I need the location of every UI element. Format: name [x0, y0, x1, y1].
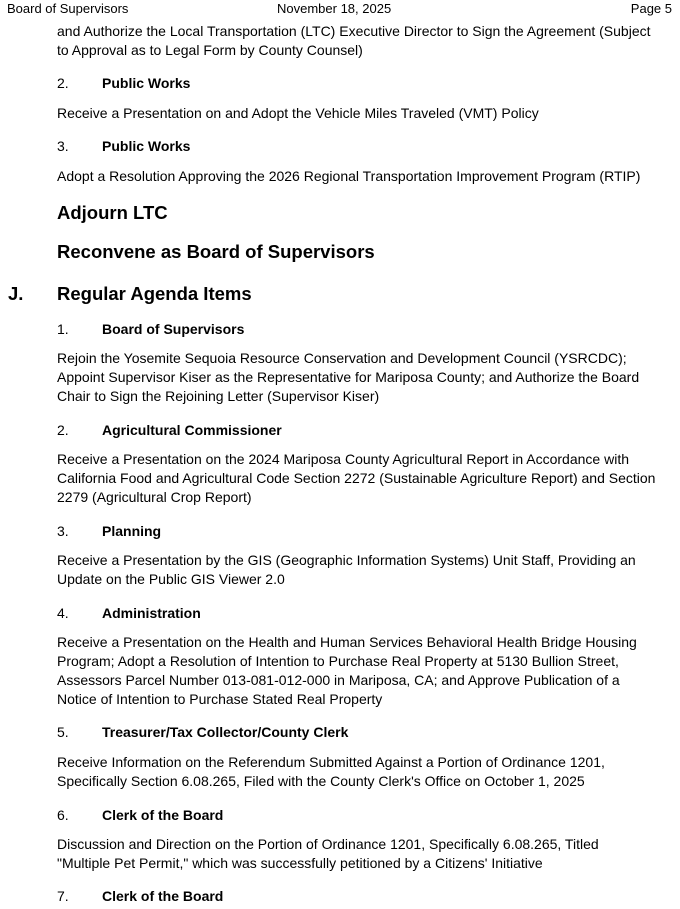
item-description: "Multiple Pet Permit," which was successfully petitioned by a Citizens' Initiative — [57, 855, 543, 871]
section-letter: J. — [8, 283, 24, 304]
item-department: Treasurer/Tax Collector/County Clerk — [102, 724, 349, 740]
item-description: 2279 (Agricultural Crop Report) — [57, 489, 252, 505]
item-description: Appoint Supervisor Kiser as the Representative for Mariposa County; and Authorize the Board — [57, 369, 640, 385]
item-description: Receive Information on the Referendum Submitted Against a Portion of Ordinance 1201, — [57, 754, 605, 770]
item-description: Notice of Intention to Purchase Stated Real Property — [57, 691, 383, 707]
item-description: Adopt a Resolution Approving the 2026 Regional Transportation Improvement Program (RTIP) — [57, 168, 641, 184]
item-description: Chair to Sign the Rejoining Letter (Supervisor Kiser) — [57, 388, 380, 404]
item-description: California Food and Agricultural Code Section 2272 (Sustainable Agriculture Report) and Section — [57, 470, 656, 486]
header-date: November 18, 2025 — [277, 1, 392, 16]
item-number: 3. — [57, 523, 69, 539]
item-description: Rejoin the Yosemite Sequoia Resource Conservation and Development Council (YSRCDC); — [57, 350, 627, 366]
page-header — [0, 1, 680, 17]
item-description: Specifically Section 6.08.265, Filed with the County Clerk's Office on October 1, 2025 — [57, 773, 585, 789]
item-description: Receive a Presentation on and Adopt the Vehicle Miles Traveled (VMT) Policy — [57, 105, 539, 121]
item-number: 7. — [57, 888, 69, 904]
item-description: Discussion and Direction on the Portion of Ordinance 1201, Specifically 6.08.265, Titled — [57, 836, 599, 852]
section-title: Regular Agenda Items — [57, 283, 252, 304]
item-description: Receive a Presentation by the GIS (Geographic Information Systems) Unit Staff, Providing an — [57, 552, 636, 568]
item-department: Board of Supervisors — [102, 321, 245, 337]
carryover-line: to Approval as to Legal Form by County Counsel) — [57, 42, 363, 58]
item-department: Agricultural Commissioner — [102, 422, 282, 438]
item-department: Clerk of the Board — [102, 888, 224, 904]
item-number: 5. — [57, 724, 69, 740]
item-description: Receive a Presentation on the Health and Human Services Behavioral Health Bridge Housing — [57, 634, 637, 650]
header-page-number: Page 5 — [630, 1, 672, 16]
item-number: 2. — [57, 422, 69, 438]
header-org: Board of Supervisors — [7, 1, 129, 16]
item-description: Program; Adopt a Resolution of Intention to Purchase Real Property at 5130 Bullion Street, — [57, 653, 619, 669]
item-number: 6. — [57, 807, 69, 823]
item-description: Update on the Public GIS Viewer 2.0 — [57, 571, 285, 587]
item-description: Assessors Parcel Number 013-081-012-000 in Mariposa, CA; and Approve Publication of a — [57, 672, 620, 688]
item-number: 1. — [57, 321, 69, 337]
item-department: Clerk of the Board — [102, 807, 224, 823]
item-department: Public Works — [102, 75, 191, 91]
item-description: Receive a Presentation on the 2024 Mariposa County Agricultural Report in Accordance with — [57, 451, 629, 467]
item-number: 4. — [57, 605, 69, 621]
reconvene-heading: Reconvene as Board of Supervisors — [57, 241, 375, 262]
item-department: Administration — [102, 605, 201, 621]
item-number: 2. — [57, 75, 69, 91]
carryover-line: and Authorize the Local Transportation (LTC) Executive Director to Sign the Agreement (Subject — [57, 23, 651, 39]
item-department: Planning — [102, 523, 162, 539]
item-department: Public Works — [102, 138, 191, 154]
adjourn-heading: Adjourn LTC — [57, 202, 168, 223]
item-number: 3. — [57, 138, 69, 154]
